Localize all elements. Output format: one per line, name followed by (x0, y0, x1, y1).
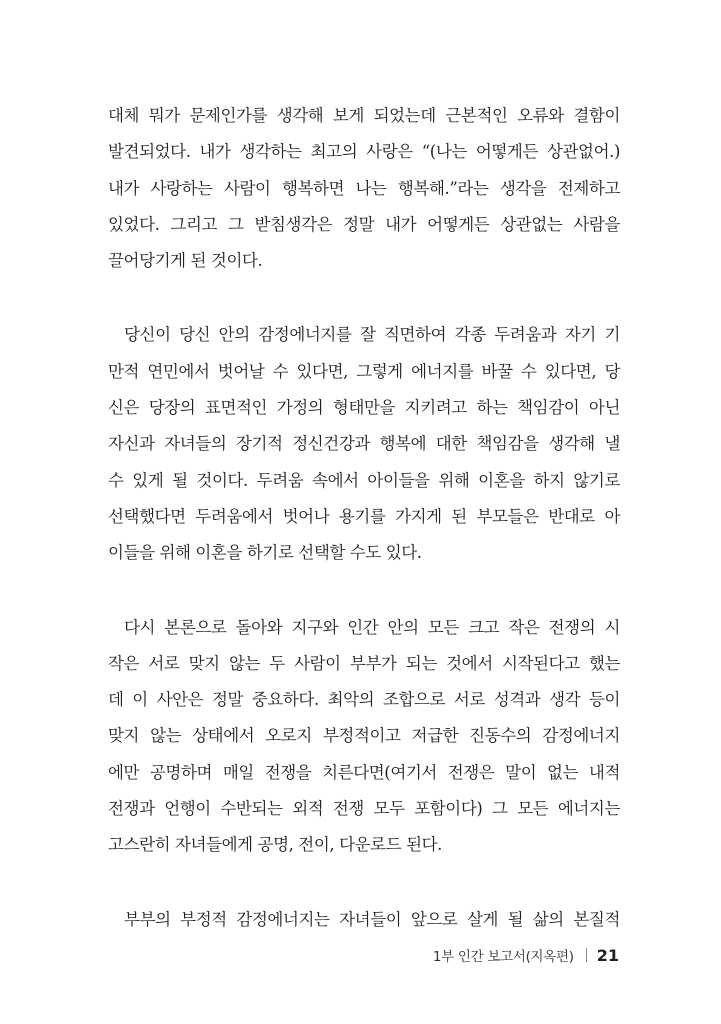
text-line: 자신과 자녀들의 장기적 정신건강과 행복에 대한 책임감을 생각해 낼 (108, 434, 620, 454)
text-line: 내가 사랑하는 사람이 행복하면 나는 행복해.”라는 생각을 전제하고 (108, 178, 620, 198)
text-line: 이들을 위해 이혼을 하기로 선택할 수도 있다. (108, 543, 422, 563)
text-line: 끌어당기게 된 것이다. (108, 251, 263, 271)
text-line: 있었다. 그리고 그 받침생각은 정말 내가 어떻게든 상관없는 사람을 (108, 214, 620, 234)
text-line: 다시 본론으로 돌아와 지구와 인간 안의 모든 크고 작은 전쟁의 시 (124, 617, 620, 637)
text-line: 신은 당장의 표면적인 가정의 형태만을 지키려고 하는 책임감이 아닌 (108, 398, 620, 418)
text-line: 발견되었다. 내가 생각하는 최고의 사랑은 “(나는 어떻게든 상관없어.) (108, 142, 620, 162)
paragraph-1 (108, 98, 620, 279)
text-line: 데 이 사안은 정말 중요하다. 최악의 조합으로 서로 성격과 생각 등이 (108, 690, 620, 710)
page-number: 21 (596, 945, 619, 965)
page-footer (433, 940, 619, 970)
footer-divider (586, 948, 587, 962)
text-line: 대체 뭐가 문제인가를 생각해 보게 되었는데 근본적인 오류와 결함이 (108, 106, 620, 125)
text-line: 만적 연민에서 벗어날 수 있다면, 그렇게 에너지를 바꿀 수 있다면, 당 (108, 361, 620, 381)
text-line: 전쟁과 언행이 수반되는 외적 전쟁 모두 포함이다) 그 모든 에너지는 (108, 799, 620, 819)
paragraph-4 (108, 902, 620, 938)
running-footer-section-title: 1부 인간 보고서(지옥편) (432, 949, 574, 965)
text-line: 에만 공명하며 매일 전쟁을 치른다면(여기서 전쟁은 말이 없는 내적 (108, 762, 620, 782)
text-line: 수 있게 될 것이다. 두려움 속에서 아이들을 위해 이혼을 하지 않기로 (108, 470, 620, 490)
text-line: 당신이 당신 안의 감정에너지를 잘 직면하여 각종 두려움과 자기 기 (124, 325, 620, 345)
paragraph-2 (108, 317, 620, 571)
text-line: 작은 서로 맞지 않는 두 사람이 부부가 되는 것에서 시작된다고 했는 (108, 653, 620, 673)
text-line: 고스란히 자녀들에게 공명, 전이, 다운로드 된다. (108, 835, 443, 855)
text-line: 선택했다면 두려움에서 벗어나 용기를 가지게 된 부모들은 반대로 아 (108, 506, 620, 526)
text-line: 맞지 않는 상태에서 오로지 부정적이고 저급한 진동수의 감정에너지 (108, 726, 620, 746)
page-body (108, 98, 620, 976)
text-line: 부부의 부정적 감정에너지는 자녀들이 앞으로 살게 될 삶의 본질적 (124, 909, 620, 929)
paragraph-3 (108, 610, 620, 864)
